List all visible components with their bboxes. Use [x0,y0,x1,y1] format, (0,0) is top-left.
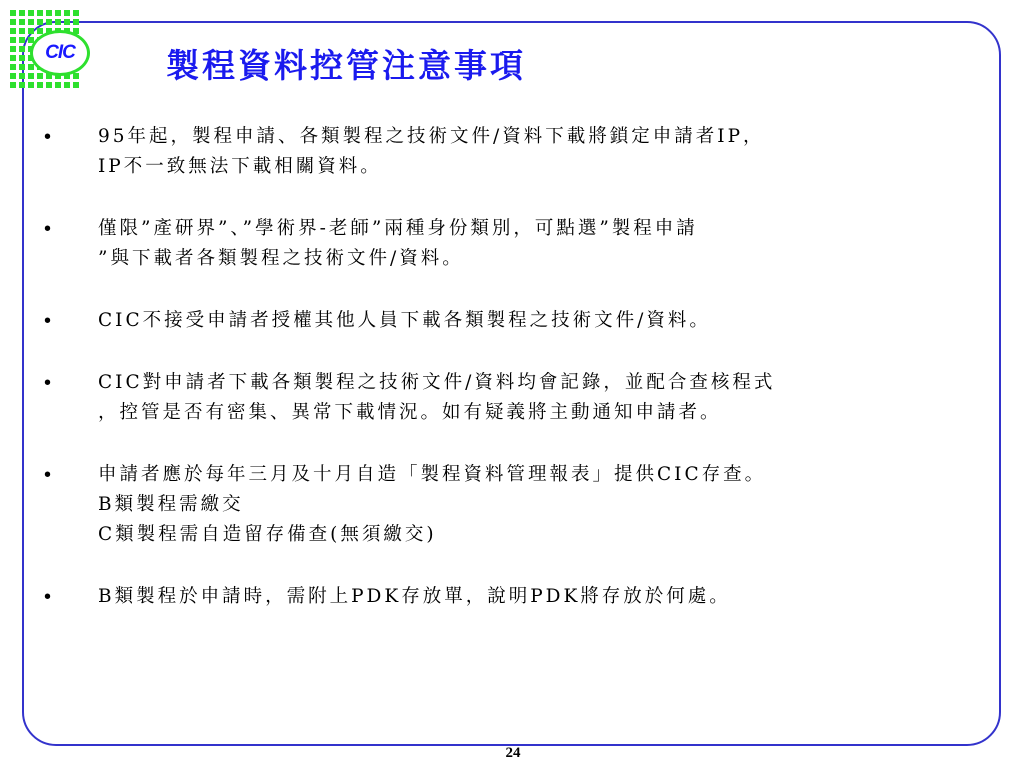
bullet-icon: • [44,464,55,486]
bullet-item [44,582,989,612]
slide-title: 製程資料控管注意事項 [166,46,526,85]
bullet-text-line: ”與下載者各類製程之技術文件/資料。 [98,248,464,269]
bullet-text-line: CIC對申請者下載各類製程之技術文件/資料均會記錄，並配合查核程式 [98,372,776,393]
bullet-icon: • [44,218,55,240]
bullet-item [44,460,989,550]
bullet-text-line: 申請者應於每年三月及十月自造「製程資料管理報表」提供CIC存查。 [98,464,767,485]
bullet-text-line: B類製程於申請時，需附上PDK存放單，說明PDK將存放於何處。 [98,586,731,607]
bullet-icon: • [44,126,55,148]
bullet-item [44,122,989,182]
bullet-item [44,214,989,274]
bullet-list [44,122,989,644]
bullet-icon: • [44,586,55,608]
bullet-icon: • [44,310,55,332]
bullet-item [44,368,989,428]
bullet-text-line: C類製程需自造留存備查(無須繳交) [98,524,437,545]
bullet-item [44,306,989,336]
bullet-text-line: ，控管是否有密集、異常下載情況。如有疑義將主動通知申請者。 [98,402,722,423]
page-number: 24 [505,745,521,761]
bullet-icon: • [44,372,55,394]
bullet-text-line: 僅限”產研界”、”學術界-老師”兩種身份類別，可點選”製程申請 [98,218,698,239]
bullet-text-line: IP不一致無法下載相關資料。 [98,156,382,177]
bullet-text-line: 95年起，製程申請、各類製程之技術文件/資料下載將鎖定申請者IP， [98,126,765,147]
bullet-text-line: CIC不接受申請者授權其他人員下載各類製程之技術文件/資料。 [98,310,711,331]
cic-logo: CIC [30,30,90,76]
bullet-text-line: B類製程需繳交 [98,494,244,515]
